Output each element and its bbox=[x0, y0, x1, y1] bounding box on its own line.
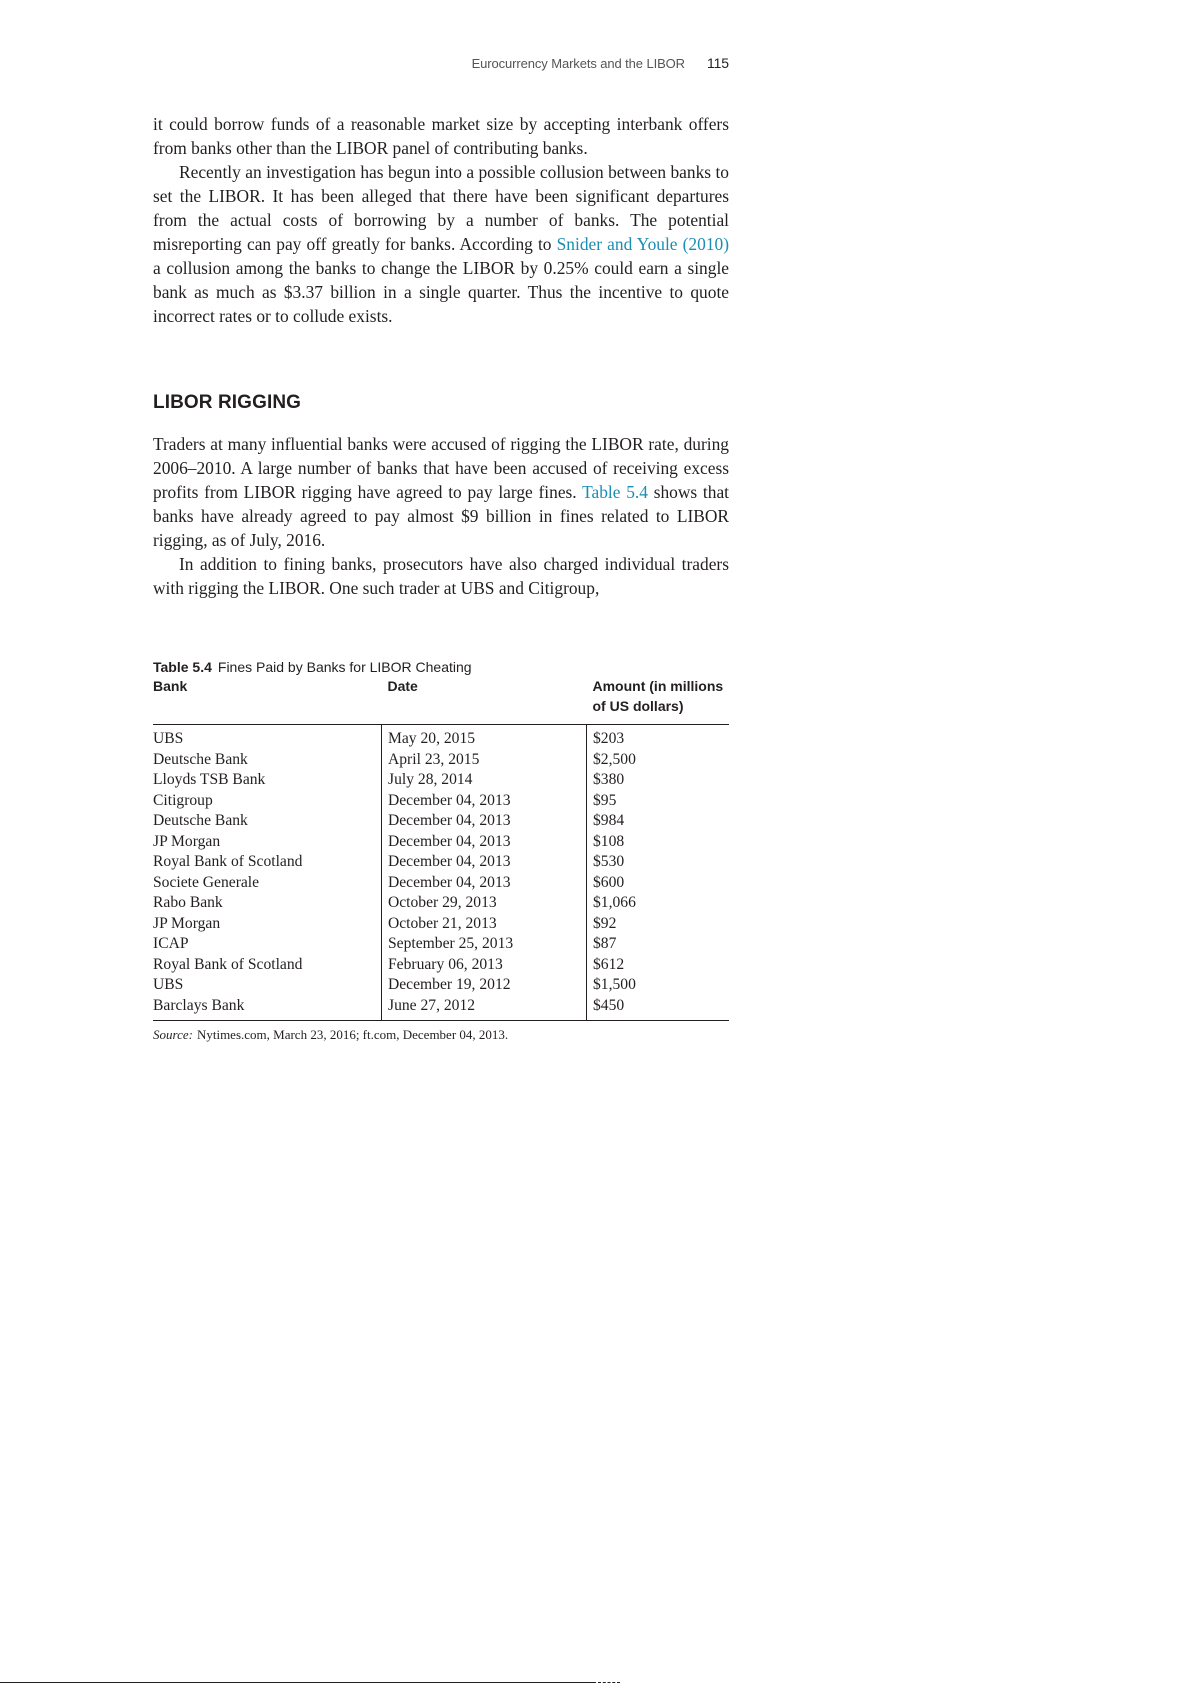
fines-table bbox=[153, 676, 729, 1021]
table-row bbox=[153, 955, 729, 976]
table-row bbox=[153, 750, 729, 771]
paragraph-fines bbox=[153, 432, 729, 552]
source-label: Source: bbox=[153, 1027, 193, 1042]
table-caption bbox=[153, 659, 729, 675]
table-row bbox=[153, 791, 729, 812]
table-row bbox=[153, 914, 729, 935]
cell-date: July 28, 2014 bbox=[382, 770, 587, 791]
table-row bbox=[153, 873, 729, 894]
table-title: Fines Paid by Banks for LIBOR Cheating bbox=[217, 659, 472, 675]
section-heading: LIBOR RIGGING bbox=[153, 392, 302, 413]
table-source bbox=[153, 1027, 729, 1043]
cell-bank: Deutsche Bank bbox=[153, 811, 382, 832]
cell-bank: Citigroup bbox=[153, 791, 382, 812]
footer-rule bbox=[0, 1682, 596, 1683]
section-intro bbox=[153, 112, 729, 328]
cell-amount: $92 bbox=[593, 914, 617, 932]
table-row bbox=[153, 770, 729, 791]
table-row bbox=[153, 725, 729, 750]
cell-bank: Royal Bank of Scotland bbox=[153, 955, 382, 976]
cell-amount: $530 bbox=[593, 853, 625, 870]
cell-date: December 04, 2013 bbox=[382, 873, 587, 894]
paragraph-text: shows that banks have already agreed to pay almost $9 billion in fines related to LIBOR rigging, as of July, 2016. bbox=[153, 482, 729, 550]
running-head bbox=[472, 55, 729, 71]
table-row bbox=[153, 975, 729, 996]
cell-date: December 04, 2013 bbox=[382, 832, 587, 853]
table-header-row bbox=[153, 676, 729, 725]
table-row bbox=[153, 852, 729, 873]
header-bank: Bank bbox=[153, 676, 382, 725]
cell-bank: UBS bbox=[153, 725, 382, 750]
section-libor-rigging bbox=[153, 432, 729, 600]
cell-amount: $203 bbox=[593, 730, 625, 747]
cell-bank: Societe Generale bbox=[153, 873, 382, 894]
paragraph-text: Recently an investigation has begun into a possible collusion between banks to set the LIBOR. It has been alleged that there have been significant departures from the actual costs of borrowing by a number of banks. The potential misreporting can pay off greatly for banks. According to bbox=[153, 162, 729, 254]
citation-link[interactable]: Snider and Youle (2010) bbox=[556, 234, 729, 254]
cell-bank: Rabo Bank bbox=[153, 893, 382, 914]
paragraph-continued: it could borrow funds of a reasonable market size by accepting interbank offers from banks other than the LIBOR panel of contributing banks. bbox=[153, 114, 729, 158]
cell-amount: $600 bbox=[593, 873, 625, 891]
cell-amount: $380 bbox=[593, 771, 625, 788]
table-body bbox=[153, 725, 729, 1021]
cell-date: February 06, 2013 bbox=[382, 955, 587, 976]
cell-bank: ICAP bbox=[153, 934, 382, 955]
header-date: Date bbox=[382, 676, 587, 725]
cell-bank: UBS bbox=[153, 975, 382, 996]
cell-bank: JP Morgan bbox=[153, 914, 382, 935]
table-reference-link[interactable]: Table 5.4 bbox=[582, 482, 648, 502]
table-row bbox=[153, 996, 729, 1021]
cell-amount: $108 bbox=[593, 832, 625, 850]
cell-amount: $984 bbox=[593, 812, 625, 829]
cell-date: December 04, 2013 bbox=[382, 852, 587, 873]
cell-bank: Royal Bank of Scotland bbox=[153, 852, 382, 873]
cell-date: October 21, 2013 bbox=[382, 914, 587, 935]
cell-date: December 19, 2012 bbox=[382, 975, 587, 996]
cell-amount: $87 bbox=[593, 935, 617, 952]
cell-amount: $2,500 bbox=[593, 750, 636, 768]
header-amount: Amount (in millions of US dollars) bbox=[587, 676, 730, 725]
paragraph-text: Traders at many influential banks were accused of rigging the LIBOR rate, during 2006–2010. A large number of banks that have been accused of receiving excess profits from LIBOR rigging have agreed to pay large fines. bbox=[153, 434, 729, 502]
cell-bank: Barclays Bank bbox=[153, 996, 382, 1021]
cell-date: May 20, 2015 bbox=[382, 725, 587, 750]
cell-date: October 29, 2013 bbox=[382, 893, 587, 914]
paragraph-traders: In addition to fining banks, prosecutors have also charged individual traders with rigging the LIBOR. One such trader at UBS and Citigroup, bbox=[153, 554, 729, 598]
cell-bank: JP Morgan bbox=[153, 832, 382, 853]
cell-date: April 23, 2015 bbox=[382, 750, 587, 771]
table-row bbox=[153, 811, 729, 832]
cell-date: September 25, 2013 bbox=[382, 934, 587, 955]
table-row bbox=[153, 893, 729, 914]
cell-amount: $95 bbox=[593, 791, 617, 809]
cell-bank: Lloyds TSB Bank bbox=[153, 770, 382, 791]
cell-date: December 04, 2013 bbox=[382, 811, 587, 832]
cell-bank: Deutsche Bank bbox=[153, 750, 382, 771]
cell-date: December 04, 2013 bbox=[382, 791, 587, 812]
table-row bbox=[153, 832, 729, 853]
running-head-title: Eurocurrency Markets and the LIBOR bbox=[471, 56, 685, 71]
page-number: 115 bbox=[706, 55, 729, 71]
table-label: Table 5.4 bbox=[153, 659, 212, 675]
cell-amount: $1,066 bbox=[593, 894, 636, 911]
footer-tick bbox=[598, 1682, 620, 1684]
table-row bbox=[153, 934, 729, 955]
paragraph-text: a collusion among the banks to change the LIBOR by 0.25% could earn a single bank as much as $3.37 billion in a single quarter. Thus the incentive to quote incorrect rates or to collude exists. bbox=[153, 258, 729, 326]
table-5-4 bbox=[153, 659, 729, 1043]
cell-amount: $450 bbox=[587, 996, 730, 1021]
cell-amount: $612 bbox=[593, 955, 625, 973]
source-text: Nytimes.com, March 23, 2016; ft.com, December 04, 2013. bbox=[196, 1027, 509, 1042]
cell-amount: $1,500 bbox=[593, 976, 636, 993]
paragraph-collusion bbox=[153, 160, 729, 328]
cell-date: June 27, 2012 bbox=[382, 996, 587, 1021]
